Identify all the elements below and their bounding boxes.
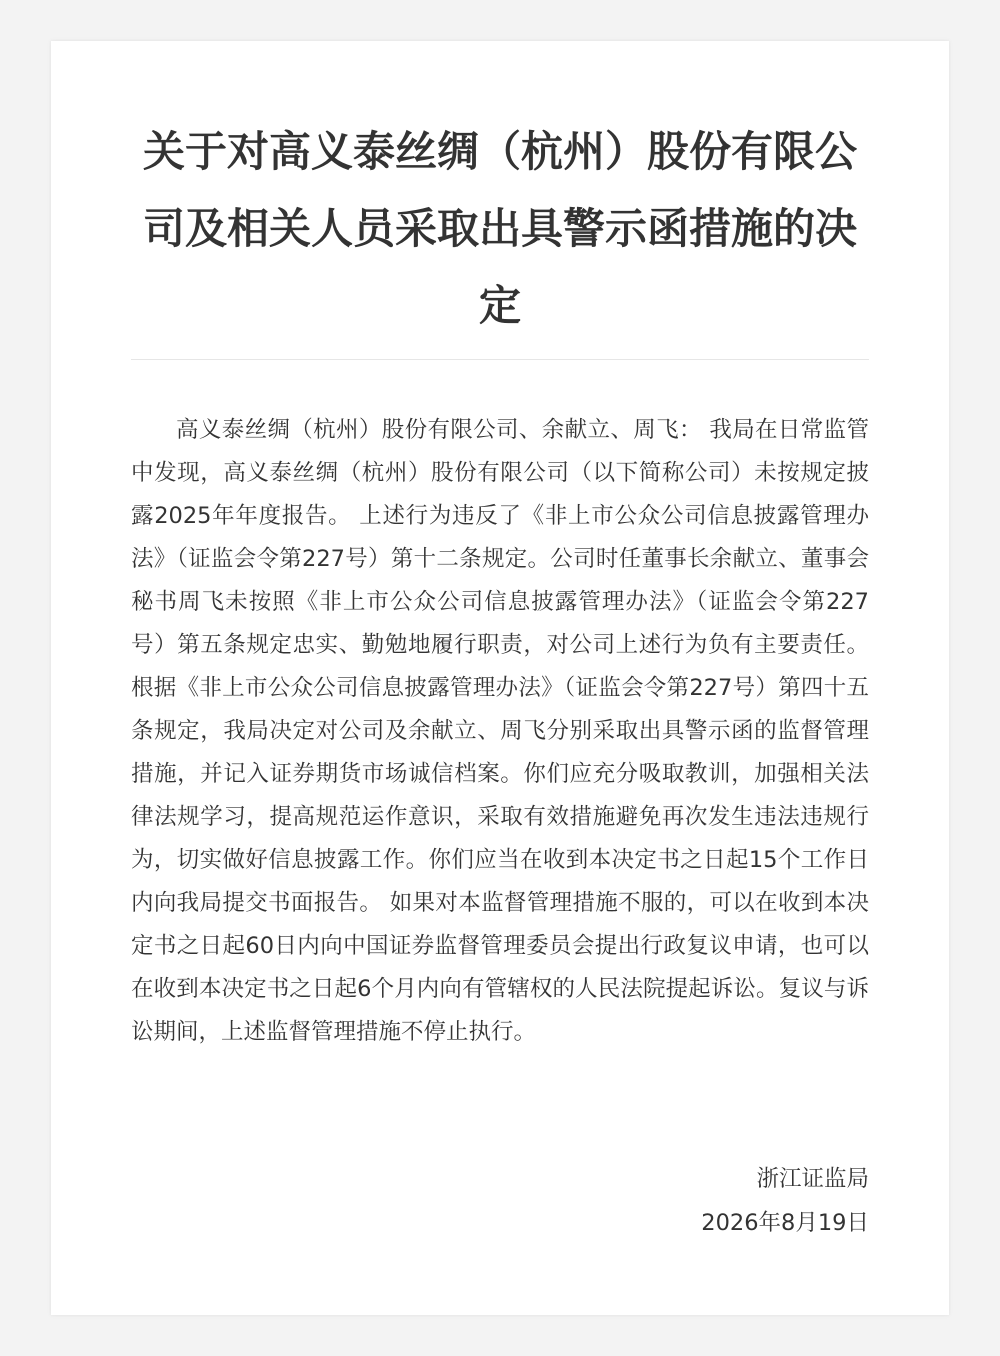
title-divider [131,359,869,360]
document-body: 高义泰丝绸（杭州）股份有限公司、余献立、周飞： 我局在日常监管中发现，高义泰丝绸（杭州）股份有限公司（以下简称公司）未按规定披露2025年年度报告。 上述行为违反了《非上市公众公司信息披露管理办法》（证监会令第227号）第十二条规定。公司时任董事长余献立、董事会秘书周飞未按照《非上市公众公司信息披露管理办法》（证监会令第227号）第五条规定忠实、勤勉地履行职责，对公司上述行为负有主要责任。 根据《非上市公众公司信息披露管理办法》（证监会令第227号）第四十五条规定，我局决定对公司及余献立、周飞分别采取出具警示函的监督管理措施，并记入证券期货市场诚信档案。你们应充分吸取教训，加强相关法律法规学习，提高规范运作意识，采取有效措施避免再次发生违法违规行为，切实做好信息披露工作。你们应当在收到本决定书之日起15个工作日内向我局提交书面报告。 如果对本监督管理措施不服的，可以在收到本决定书之日起60日内向中国证券监督管理委员会提出行政复议申请，也可以在收到本决定书之日起6个月内向有管辖权的人民法院提起诉讼。复议与诉讼期间，上述监督管理措施不停止执行。 [131,417,869,1045]
issuer-signature: 浙江证监局 [756,1166,869,1192]
document-title: 关于对高义泰丝绸（杭州）股份有限公司及相关人员采取出具警示函措施的决定 [142,127,857,330]
document-page [51,41,949,1315]
issue-date: 2026年8月19日 [701,1210,869,1236]
